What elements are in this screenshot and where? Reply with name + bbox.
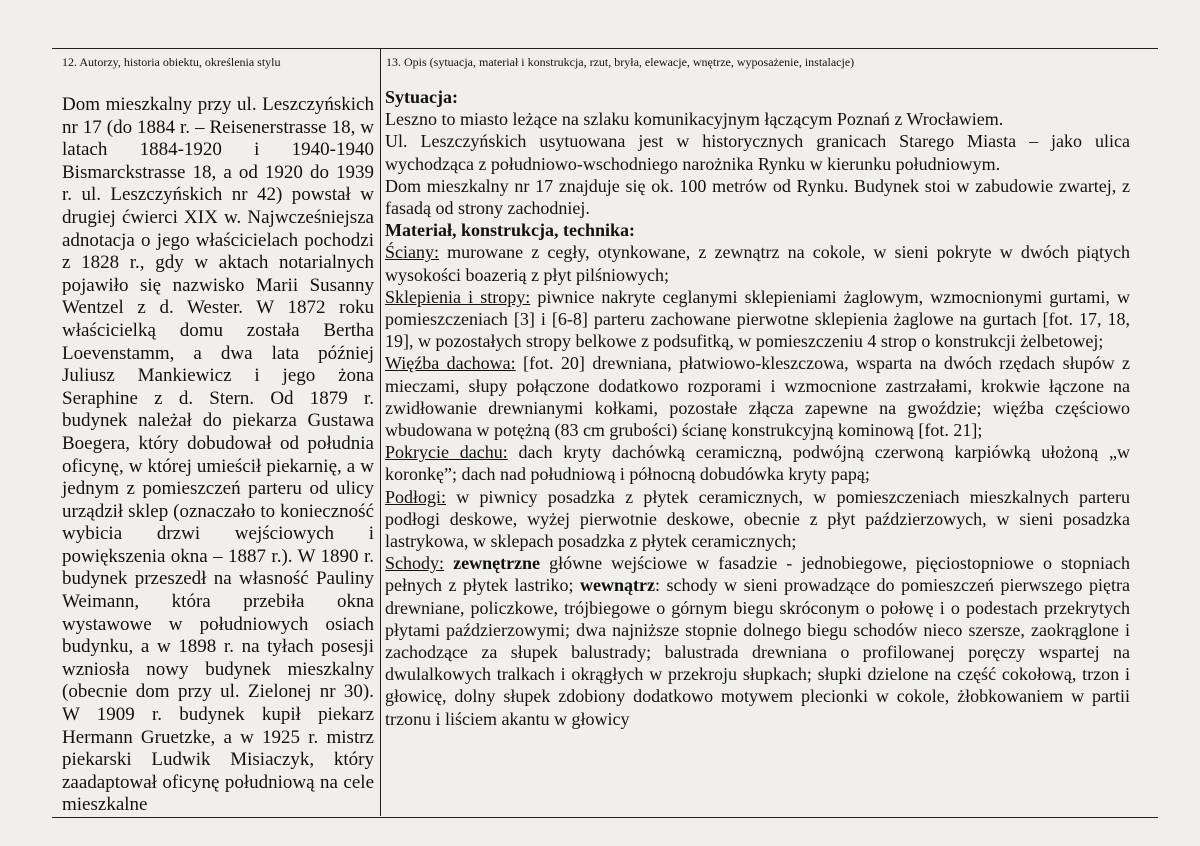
floors-paragraph xyxy=(385,486,1130,553)
column-divider xyxy=(380,48,381,816)
situation-paragraph-3: Dom mieszkalny nr 17 znajduje się ok. 100 metrów od Rynku. Budynek stoi w zabudowie zwartej, z fasadą od strony zachodniej. xyxy=(385,175,1130,219)
history-text: Dom mieszkalny przy ul. Leszczyńskich nr 17 (do 1884 r. – Reisenerstrasse 18, w latach 1884-1920 i 1940-1940 Bismarckstrasse 18, a od 1920 do 1939 r. ul. Leszczyńskich nr 42) powstał w drugiej ćwierci XIX w. Najwcześniejsza adnotacja o jego właścicielach pochodzi z 1828 r., gdy w aktach notarialnych pojawiło się nazwisko Marii Susanny Wentzel z d. Wester. W 1872 roku właścicielką domu została Bertha Loevenstamm, a dwa lata później Juliusz Mankiewicz i jego żona Seraphine z d. Stern. Od 1879 r. budynek należał do piekarza Gustawa Boegera, który dobudował od południa oficynę, w której umieścił piekarnię, a w jednym z pomieszczeń parteru od ulicy urządził sklep (oznaczało to konieczność wybicia drzwi wejściowych i powiększenia okna – 1887 r.). W 1890 r. budynek przeszedł na własność Pauliny Weimann, która przebiła okna wystawowe w południowych osiach budynku, a w 1898 r. na tyłach posesji wzniosła nowy budynek mieszkalny (obecnie dom przy ul. Zielonej nr 30). W 1909 r. budynek kupił piekarz Hermann Gruetzke, a w 1925 r. mistrz piekarski Ludwik Misiaczyk, który zaadaptował oficynę południową na cele mieszkalne xyxy=(62,94,374,816)
stairs-outer-text: główne wejściowe w fasadzie - jednobiegowe, pięciostopniowe o stopniach pełnych z płytek lastriko; xyxy=(385,553,1131,596)
section-13-header: 13. Opis (sytuacja, materiał i konstrukcja, rzut, bryła, elewacje, wnętrze, wyposażenie, instalacje) xyxy=(386,55,855,69)
vaults-label: Sklepienia i stropy: xyxy=(385,286,531,307)
vaults-text: piwnice nakryte ceglanymi sklepieniami żaglowym, wzmocnionymi gurtami, w pomieszczeniach [3] i [6-8] parteru zachowane pierwotne sklepienia żaglowe na gurtach [fot. 17, 18, 19], w pozostałych stropy belkowe z podsufitką, w pomieszczeniu 4 strop o konstrukcji żelbetowej; xyxy=(385,286,1130,352)
truss-label: Więźba dachowa: xyxy=(385,353,516,374)
roof-label: Pokrycie dachu: xyxy=(385,442,508,463)
roof-text: dach kryty dachówką ceramiczną, podwójną czerwoną karpiówką ułożoną „w koronkę”; dach nad południową i północną dobudówka kryty papą; xyxy=(385,442,1130,485)
situation-heading: Sytuacja: xyxy=(385,87,458,107)
situation-paragraph-2: Ul. Leszczyńskich usytuowana jest w historycznych granicach Starego Miasta – jako ulica wychodząca z południowo-wschodniego narożnika Rynku w kierunku południowym. xyxy=(385,131,1130,174)
truss-text: [fot. 20] drewniana, płatwiowo-kleszczowa, wsparta na dwóch rzędach słupów z mieczami, słupy połączone dodatkowo rozporami i wzmocnione zastrzałami, krokwie łączone na zwidłowanie drewnianymi kołkami, pozostałe złącza zapewne na gwoździe; więźba częściowo wbudowana w potężną (83 cm grubości) ścianę konstrukcyjną kominową [fot. 21]; xyxy=(385,353,1130,441)
stairs-paragraph xyxy=(385,552,1130,730)
walls-label: Ściany: xyxy=(385,242,439,263)
floors-label: Podłogi: xyxy=(385,486,447,507)
walls-text: murowane z cegły, otynkowane, z zewnątrz na cokole, w sieni pokryte w dwóch piątych wysokości boazerią z płyt pilśniowych; xyxy=(385,242,1130,285)
material-heading: Materiał, konstrukcja, technika: xyxy=(385,220,635,241)
floors-text: w piwnicy posadzka z płytek ceramicznych, w pomieszczeniach mieszkalnych parteru podłogi deskowe, wyżej pierwotnie deskowe, obecnie z płyt paździerzowych, w sieni posadzka lastrykowa, w sklepach posadzka z płytek ceramicznych; xyxy=(385,486,1130,552)
description-column xyxy=(385,86,1130,730)
stairs-label: Schody: xyxy=(385,553,445,574)
stairs-outer-label: zewnętrzne xyxy=(453,553,541,574)
truss-paragraph xyxy=(385,352,1130,441)
situation-paragraph-1: Leszno to miasto leżące na szlaku komunikacyjnym łączącym Poznań z Wrocławiem. xyxy=(385,109,1004,130)
stairs-inner-label: wewnątrz xyxy=(580,575,656,596)
section-12-header: 12. Autorzy, historia obiektu, określenia stylu xyxy=(62,55,281,69)
walls-paragraph xyxy=(385,241,1130,285)
stairs-inner-text: : schody w sieni prowadzące do pomieszczeń pierwszego piętra drewniane, policzkowe, trójbiegowe o górnym biegu skróconym o połowę i o podestach przekrytych płytami paździerzowymi; dwa najniższe stopnie dolnego biegu schodów nieco szersze, zaokrąglone i zachodzące za słupek balustrady; balustrada drewniana o profilowanej poręczy wspartej na dwulalkowych tralkach i okrągłych w przekroju słupkach; słupki dzielone na część cokołową, trzon i głowicę, dolny słupek zdobiony dodatkowo motywem plecionki w cokole, żłobkowaniem w partii trzonu i liściem akantu w głowicy xyxy=(385,575,1130,729)
vaults-paragraph xyxy=(385,286,1130,353)
roof-paragraph xyxy=(385,441,1130,485)
